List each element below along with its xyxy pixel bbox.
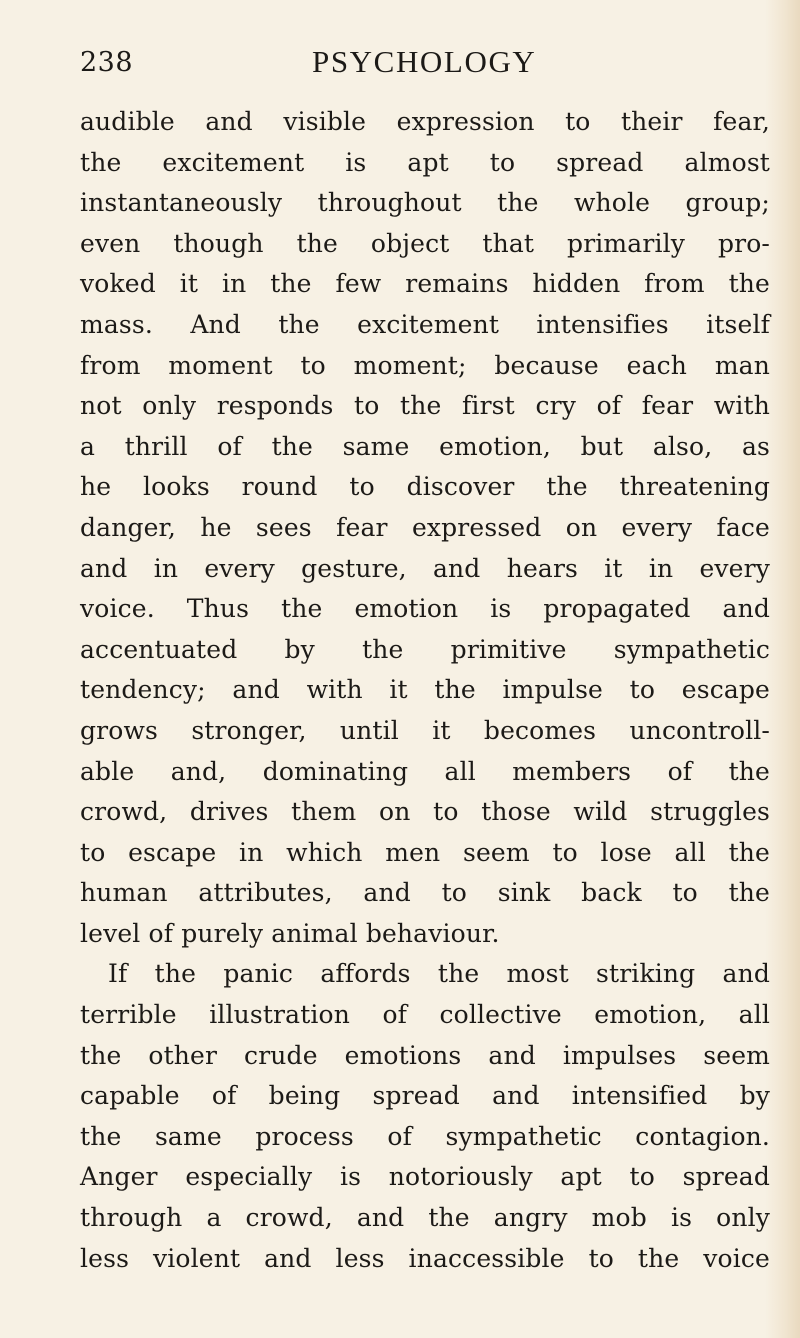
text-line: accentuated by the primitive sympathetic xyxy=(80,634,770,664)
text-line: level of purely animal behaviour. xyxy=(80,918,500,948)
text-line: audible and visible expression to their fear, xyxy=(80,107,770,136)
text-line: crowd, drives them on to those wild struggles xyxy=(80,797,770,827)
running-head: PSYCHOLOGY xyxy=(312,44,537,79)
text-line: even though the object that primarily pro- xyxy=(80,228,770,258)
text-line: the excitement is apt to spread almost xyxy=(80,147,770,177)
text-line: to escape in which men seem to lose all the xyxy=(80,837,770,867)
text-line: If the panic affords the most striking and xyxy=(108,959,770,989)
text-line: the other crude emotions and impulses seem xyxy=(80,1040,770,1070)
text-line: a thrill of the same emotion, but also, as xyxy=(80,431,770,461)
text-line: danger, he sees fear expressed on every face xyxy=(80,512,770,542)
text-line: instantaneously throughout the whole group; xyxy=(80,188,770,218)
text-line: able and, dominating all members of the xyxy=(80,756,770,786)
text-line: and in every gesture, and hears it in every xyxy=(80,553,770,583)
text-line: mass. And the excitement intensifies itself xyxy=(80,309,770,339)
text-line: he looks round to discover the threatening xyxy=(80,472,770,502)
text-line: not only responds to the first cry of fear with xyxy=(80,391,770,421)
text-line: voked it in the few remains hidden from the xyxy=(80,269,770,299)
text-line: Anger especially is notoriously apt to spread xyxy=(80,1162,770,1192)
text-line: terrible illustration of collective emotion, all xyxy=(80,1000,770,1030)
page-header xyxy=(80,44,780,88)
body-text xyxy=(80,102,770,1279)
text-line: grows stronger, until it becomes uncontroll- xyxy=(80,715,770,745)
text-line: from moment to moment; because each man xyxy=(80,350,770,380)
text-line: voice. Thus the emotion is propagated and xyxy=(80,594,770,624)
page-number: 238 xyxy=(80,47,134,78)
text-line: tendency; and with it the impulse to escape xyxy=(80,675,770,705)
text-line: human attributes, and to sink back to the xyxy=(80,878,770,908)
text-line: through a crowd, and the angry mob is only xyxy=(80,1203,770,1233)
text-line: capable of being spread and intensified by xyxy=(80,1081,770,1111)
text-line: less violent and less inaccessible to the voice xyxy=(80,1243,770,1273)
text-line: the same process of sympathetic contagion. xyxy=(80,1121,770,1151)
